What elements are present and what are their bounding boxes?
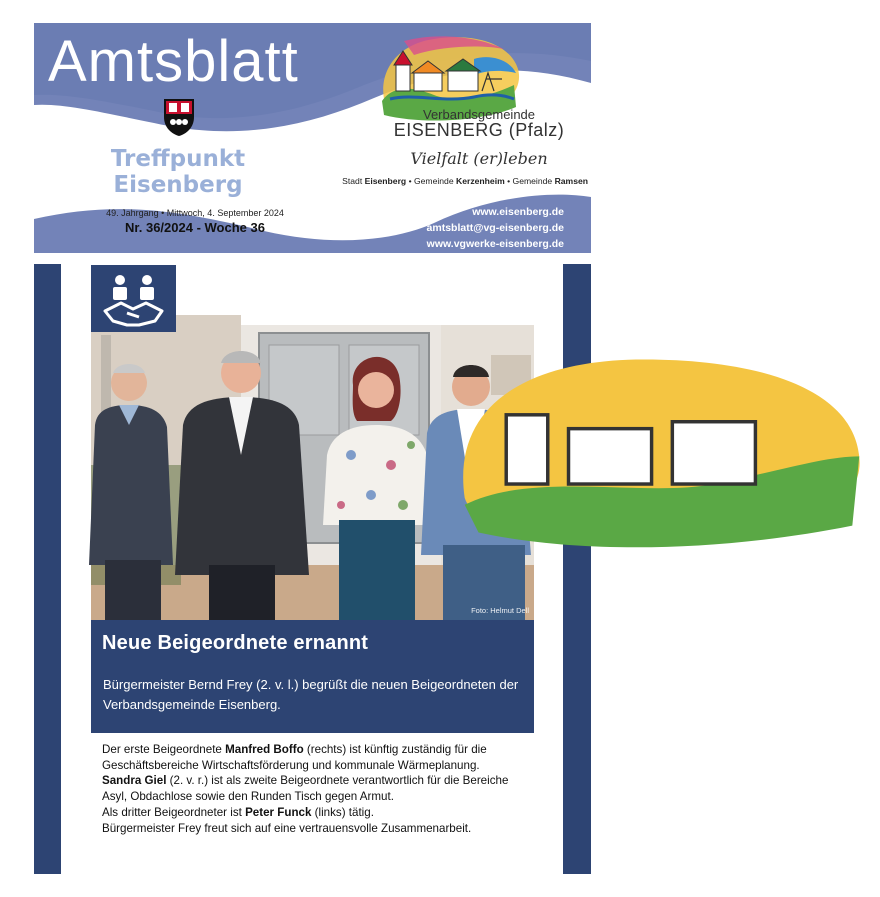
municipalities-line bbox=[330, 176, 588, 186]
issue-meta: 49. Jahrgang • Mittwoch, 4. September 2024 bbox=[106, 208, 284, 218]
headline-panel bbox=[91, 620, 534, 733]
name-funck: Peter Funck bbox=[245, 805, 312, 819]
vg-landscape-logo-small bbox=[437, 265, 880, 620]
town-crest-icon bbox=[162, 97, 196, 137]
handshake-people-icon bbox=[91, 265, 176, 332]
photo-vg-logo bbox=[437, 265, 531, 331]
vgwerke-link[interactable]: www.vgwerke-eisenberg.de bbox=[426, 238, 564, 250]
newsletter-subtitle bbox=[100, 146, 256, 198]
left-decor-bar bbox=[34, 264, 61, 874]
handshake-people-icon-box bbox=[91, 265, 176, 332]
paragraph-boffo bbox=[102, 742, 522, 773]
vg-name: Verbandsgemeinde bbox=[422, 107, 536, 122]
name-giel: Sandra Giel bbox=[102, 774, 167, 788]
paragraph-funck bbox=[102, 805, 522, 821]
vg-slogan: Vielfalt (er)leben bbox=[410, 149, 548, 168]
p3-post: (links) tätig. bbox=[311, 805, 374, 819]
issue-number: Nr. 36/2024 - Woche 36 bbox=[125, 220, 265, 235]
p1-post: (rechts) ist künftig zuständig für die Geschäftsbereiche Wirtschaftsförderung und kommunale Wärmeplanung. bbox=[102, 743, 487, 772]
masthead-header bbox=[34, 23, 591, 253]
photo-credit: Foto: Helmut Dell bbox=[471, 606, 529, 615]
muni-sep-2: • Gemeinde bbox=[504, 176, 555, 186]
subtitle-line-2: Eisenberg bbox=[113, 172, 243, 198]
photo-caption: Bürgermeister Bernd Frey (2. v. l.) begrüßt die neuen Beigeordneten der Verbandsgemeinde Eisenberg. bbox=[103, 677, 519, 712]
muni-prefix: Stadt bbox=[342, 176, 365, 186]
muni-town-ramsen: Ramsen bbox=[554, 176, 588, 186]
muni-town-eisenberg: Eisenberg bbox=[364, 176, 407, 186]
muni-town-kerzenheim: Kerzenheim bbox=[456, 176, 505, 186]
vg-place: EISENBERG (Pfalz) bbox=[393, 120, 565, 140]
p2-post: (2. v. r.) ist als zweite Beigeordnete verantwortlich für die Bereiche Asyl, Obdachlose sowie den Runden Tisch gegen Armut. bbox=[102, 774, 509, 804]
email-link[interactable]: amtsblatt@vg-eisenberg.de bbox=[426, 222, 564, 234]
subtitle-line-1: Treffpunkt bbox=[110, 146, 246, 172]
p1-pre: Der erste Beigeordnete bbox=[102, 743, 226, 756]
website-link[interactable]: www.eisenberg.de bbox=[472, 206, 564, 218]
article-body bbox=[102, 742, 522, 836]
paragraph-closing: Bürgermeister Frey freut sich auf eine vertrauensvolle Zusammenarbeit. bbox=[102, 821, 472, 835]
contact-links bbox=[384, 204, 564, 252]
masthead-title: Amtsblatt bbox=[48, 29, 299, 94]
group-photo bbox=[91, 265, 534, 620]
p3-pre: Als dritter Beigeordneter ist bbox=[102, 805, 246, 819]
name-boffo: Manfred Boffo bbox=[225, 743, 304, 756]
paragraph-giel bbox=[102, 773, 522, 804]
muni-sep-1: • Gemeinde bbox=[406, 176, 457, 186]
article-headline: Neue Beigeordnete ernannt bbox=[102, 632, 369, 654]
